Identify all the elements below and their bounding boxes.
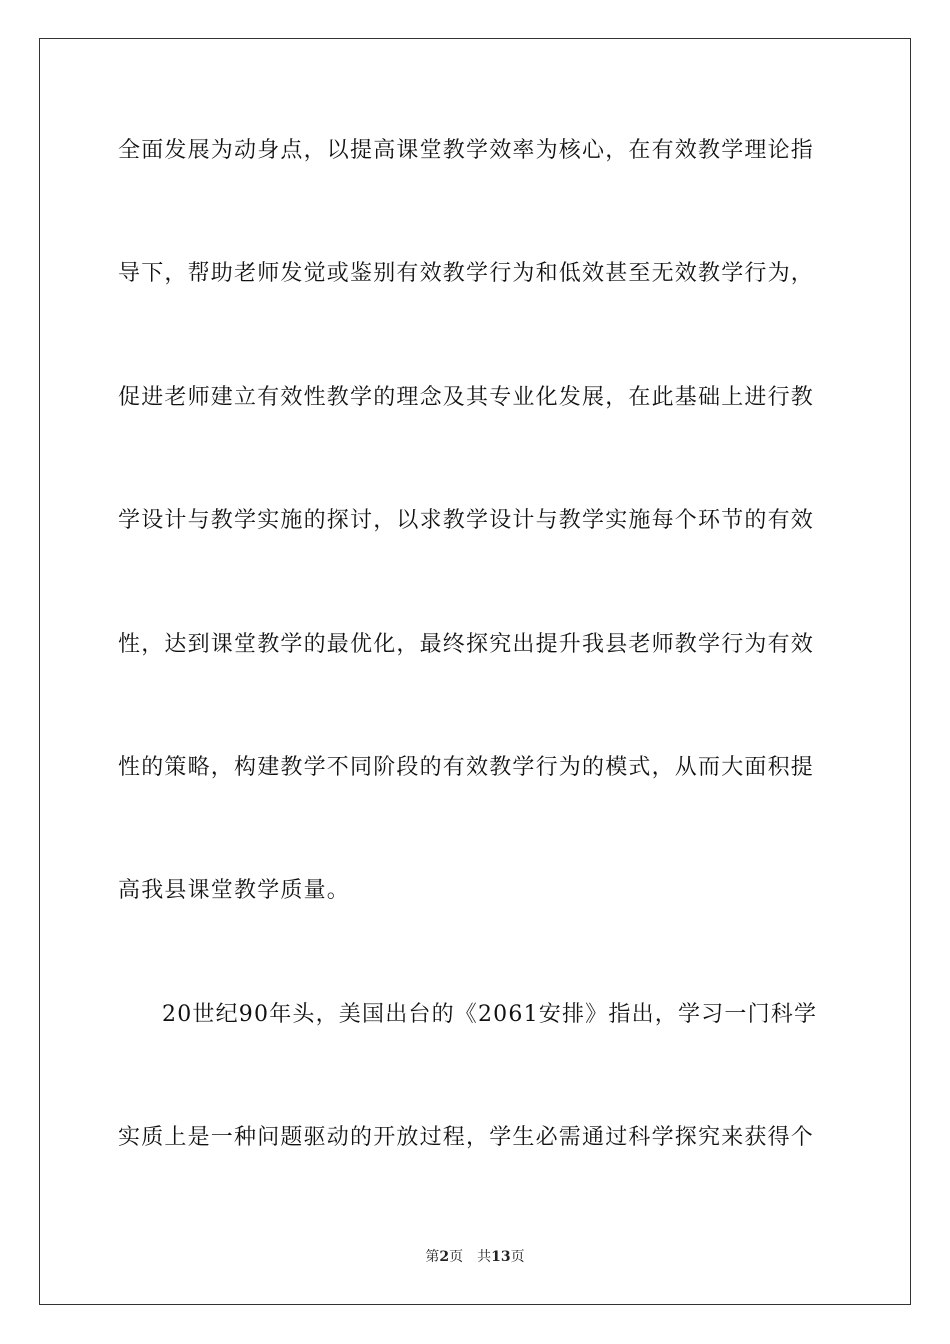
body-line-1: 全面发展为动身点，以提高课堂教学效率为核心，在有效教学理论指 [118,138,815,163]
footer-total-suffix: 页 [510,1249,525,1265]
footer-page-suffix: 页 [449,1249,464,1265]
body-line-4: 学设计与教学实施的探讨，以求教学设计与教学实施每个环节的有效 [118,508,815,533]
body-line-7: 高我县课堂教学质量。 [118,878,351,903]
body-line-2: 导下，帮助老师发觉或鉴别有效教学行为和低效甚至无效教学行为， [118,261,815,286]
footer-total-number: 13 [491,1249,511,1265]
footer-page-prefix: 第 [425,1249,440,1265]
body-line-8: 20世纪90年头，美国出台的《2061安排》指出，学习一门科学 [162,1002,818,1027]
body-line-5: 性，达到课堂教学的最优化，最终探究出提升我县老师教学行为有效 [118,632,815,657]
body-line-3: 促进老师建立有效性教学的理念及其专业化发展，在此基础上进行教 [118,385,815,410]
body-line-9: 实质上是一种问题驱动的开放过程，学生必需通过科学探究来获得个 [118,1125,815,1150]
body-line-6: 性的策略，构建教学不同阶段的有效教学行为的模式，从而大面积提 [118,755,815,780]
footer-page-number: 2 [439,1249,450,1265]
page-border [39,38,911,1305]
page-footer [0,1248,950,1266]
footer-total-prefix: 共 [477,1249,492,1265]
